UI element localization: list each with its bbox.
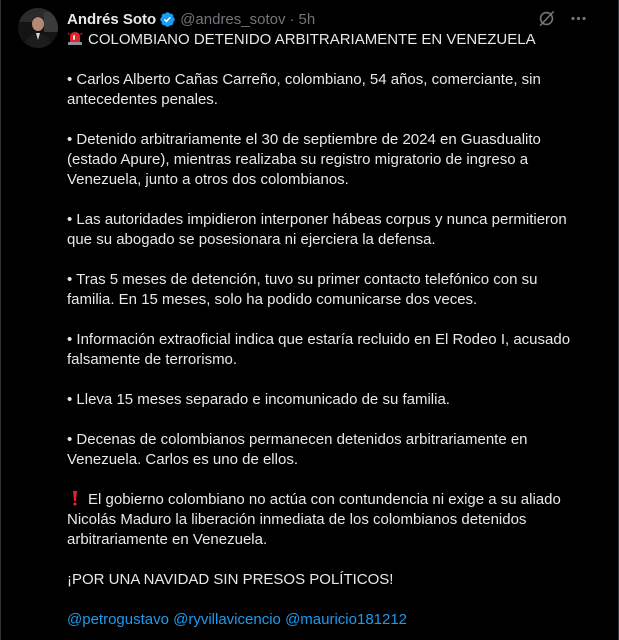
paragraph-line: Venezuela. Carlos es uno de ellos. xyxy=(67,451,298,468)
mention-link[interactable]: @ryvillavicencio xyxy=(173,611,281,628)
paragraph-line: • Carlos Alberto Cañas Carreño, colombiano, 54 años, comerciante, sin xyxy=(67,71,541,88)
more-icon[interactable] xyxy=(568,8,588,28)
post-title: COLOMBIANO DETENIDO ARBITRARIAMENTE EN VENEZUELA xyxy=(88,31,536,48)
paragraph-line: • Decenas de colombianos permanecen detenidos arbitrariamente en xyxy=(67,431,528,448)
verified-badge-icon[interactable] xyxy=(159,11,176,28)
paragraph-line: • Lleva 15 meses separado e incomunicado de su familia. xyxy=(67,391,450,408)
grok-icon[interactable] xyxy=(536,8,556,28)
avatar-photo-icon xyxy=(18,8,58,48)
post-timestamp[interactable]: 5h xyxy=(298,10,316,28)
mention-link[interactable]: @petrogustavo xyxy=(67,611,169,628)
paragraph-line: • Tras 5 meses de detención, tuvo su primer contacto telefónico con su xyxy=(67,271,538,288)
author-handle[interactable]: @andres_sotov xyxy=(180,10,286,28)
paragraph-line: Venezuela, junto a otros dos colombianos. xyxy=(67,171,349,188)
paragraph-line: antecedentes penales. xyxy=(67,91,218,108)
paragraph-line: falsamente de terrorismo. xyxy=(67,351,238,368)
tweet-text xyxy=(67,30,591,630)
paragraph-line: • Información extraoficial indica que estaría recluido en El Rodeo I, acusado xyxy=(67,331,571,348)
avatar[interactable] xyxy=(18,8,58,48)
paragraph-line: (estado Apure), mientras realizaba su registro migratorio de ingreso a xyxy=(67,151,529,168)
paragraph-line-alert xyxy=(67,490,591,510)
author-name[interactable]: Andrés Soto xyxy=(67,10,157,28)
mentions-line xyxy=(67,610,591,630)
mention-link[interactable]: @mauricio181212 xyxy=(285,611,408,628)
siren-emoji-icon xyxy=(67,30,83,46)
separator-dot: · xyxy=(289,10,295,28)
tweet-actions xyxy=(536,8,588,28)
paragraph-line: arbitrariamente en Venezuela. xyxy=(67,531,268,548)
tweet-header xyxy=(67,9,315,29)
post-title-line xyxy=(67,30,591,50)
paragraph-line: que su abogado se posesionara ni ejerciera la defensa. xyxy=(67,231,436,248)
paragraph-line: Nicolás Maduro la liberación inmediata de los colombianos detenidos xyxy=(67,511,527,528)
red-exclamation-emoji-icon xyxy=(67,490,83,506)
closing-line: ¡POR UNA NAVIDAD SIN PRESOS POLÍTICOS! xyxy=(67,571,394,588)
paragraph-line: familia. En 15 meses, solo ha podido comunicarse dos veces. xyxy=(67,291,478,308)
paragraph-line: • Las autoridades impidieron interponer hábeas corpus y nunca permitieron xyxy=(67,211,567,228)
paragraph-text: El gobierno colombiano no actúa con contundencia ni exige a su aliado xyxy=(88,491,561,508)
paragraph-line: • Detenido arbitrariamente el 30 de septiembre de 2024 en Guasdualito xyxy=(67,131,541,148)
